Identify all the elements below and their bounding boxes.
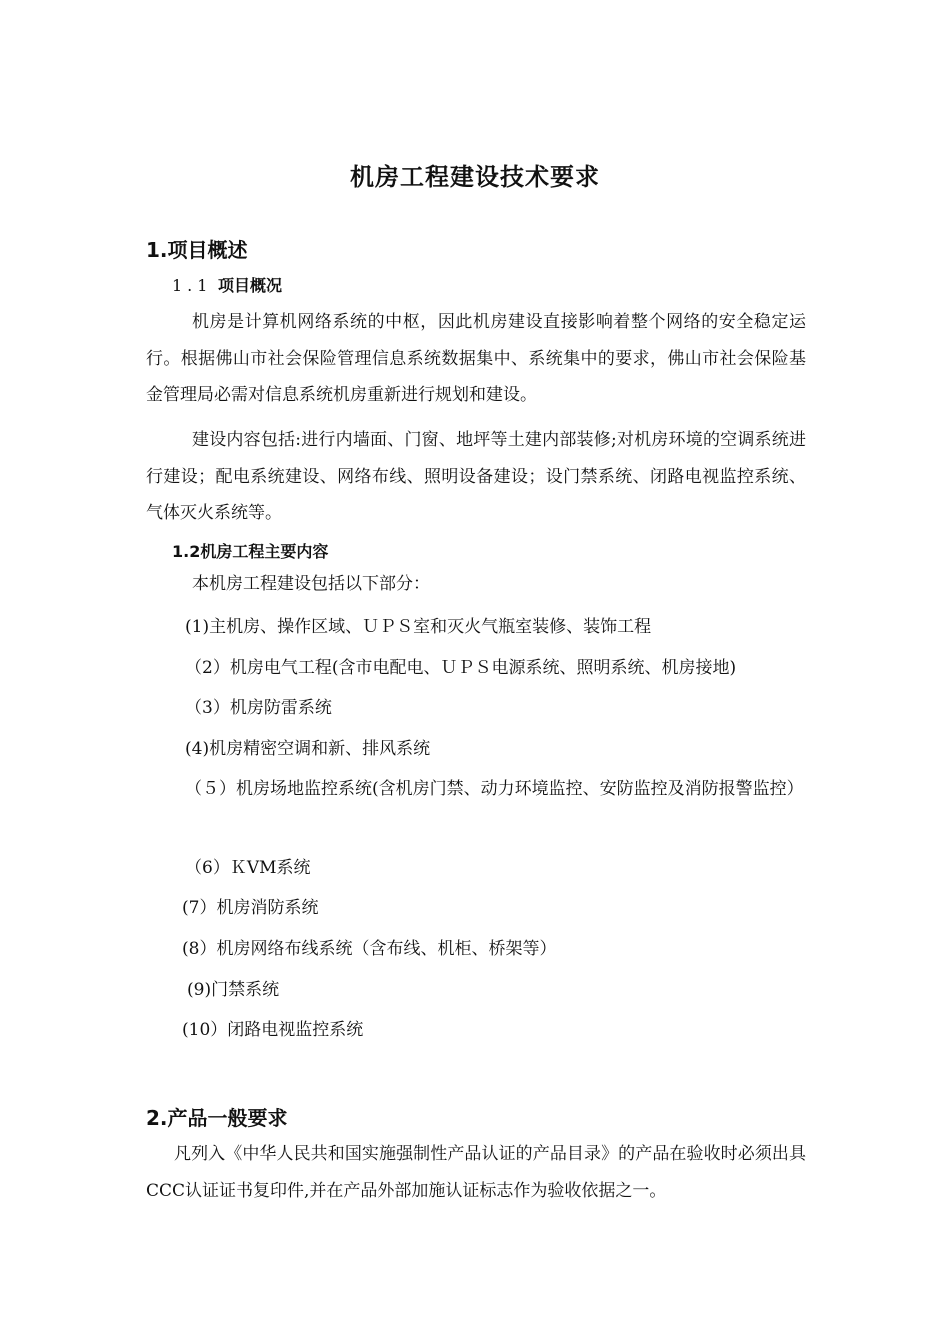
content-item-3: （3）机房防雷系统 <box>185 698 332 718</box>
section-2-heading: 2.产品一般要求 <box>146 1106 288 1130</box>
content-item-6: （6）ＫVM系统 <box>185 858 311 878</box>
content-item-7: (7）机房消防系统 <box>182 898 319 918</box>
content-item-9: (9)门禁系统 <box>187 980 280 1000</box>
overview-paragraph-2: 建设内容包括:进行内墙面、门窗、地坪等土建内部装修;对机房环境的空调系统进行建设；配电系统建设、网络布线、照明设备建设；设门禁系统、闭路电视监控系统、气体灭火系统等。 <box>146 430 806 523</box>
content-intro: 本机房工程建设包括以下部分： <box>192 574 430 594</box>
content-item-5: （５）机房场地监控系统(含机房门禁、动力环境监控、安防监控及消防报警监控） <box>185 779 804 799</box>
section-1-heading: 1.项目概述 <box>146 238 248 262</box>
subsection-1-1-number: 1.1 <box>172 276 213 295</box>
overview-paragraph-1: 机房是计算机网络系统的中枢，因此机房建设直接影响着整个网络的安全稳定运行。根据佛山市社会保险管理信息系统数据集中、系统集中的要求，佛山市社会保险基金管理局必需对信息系统机房重新进行规划和建设。 <box>146 312 806 405</box>
content-item-2: （2）机房电气工程(含市电配电、ＵＰＳ电源系统、照明系统、机房接地) <box>185 658 737 678</box>
content-item-8: (8）机房网络布线系统（含布线、机柜、桥架等） <box>182 939 557 959</box>
content-item-10: (10）闭路电视监控系统 <box>182 1020 364 1040</box>
subsection-1-1-heading <box>172 274 282 298</box>
general-requirements-paragraph: 凡列入《中华人民共和国实施强制性产品认证的产品目录》的产品在验收时必须出具CCC认证证书复印件,并在产品外部加施认证标志作为验收依据之一。 <box>146 1144 806 1201</box>
content-item-1: (1)主机房、操作区域、ＵＰＳ室和灭火气瓶室装修、装饰工程 <box>185 617 652 637</box>
content-item-4: (4)机房精密空调和新、排风系统 <box>185 739 431 759</box>
subsection-1-1-title: 项目概况 <box>218 276 283 295</box>
document-title: 机房工程建设技术要求 <box>350 163 600 191</box>
subsection-1-2-heading: 1.2机房工程主要内容 <box>172 542 329 561</box>
